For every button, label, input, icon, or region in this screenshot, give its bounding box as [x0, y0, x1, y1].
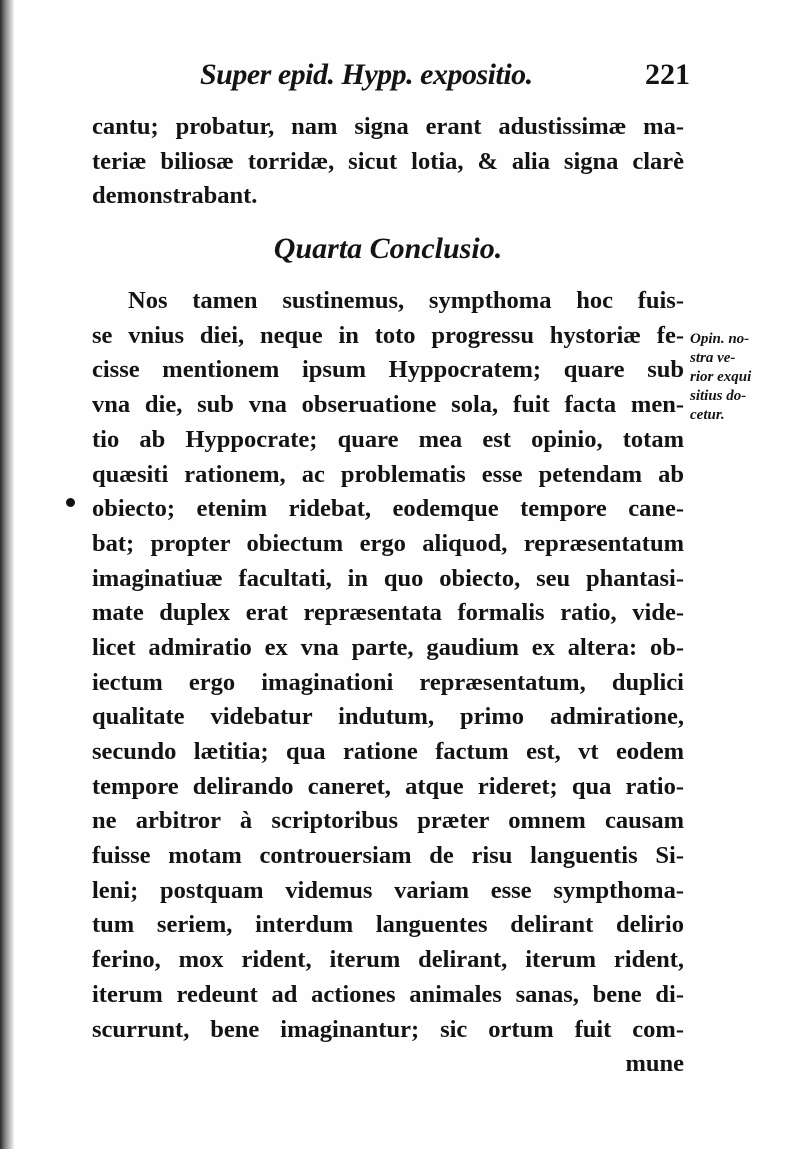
text-line: secundo lætitia; qua ratione factum est, vt eodem: [92, 738, 684, 765]
marginal-note: [690, 330, 790, 425]
text-line: scurrunt, bene imaginantur; sic ortum fuit com-: [92, 1015, 684, 1043]
body-text: [92, 110, 684, 1082]
text-line: bat; propter obiectum ergo aliquod, repræsentatum: [92, 529, 684, 557]
text-line: iectum ergo imaginationi repræsentatum, duplici: [92, 668, 684, 696]
text-line: mate duplex erat repræsentata formalis ratio, vide-: [92, 599, 684, 627]
text-line: se vnius diei, neque in toto progressu hystoriæ fe-: [92, 321, 684, 349]
running-title: Super epid. Hypp. expositio.: [200, 58, 533, 91]
text-line: tum seriem, interdum languentes delirant delirio: [92, 911, 684, 939]
text-line: fuisse motam controuersiam de risu languentis Si-: [92, 842, 684, 870]
text-line: demonstrabant.: [92, 182, 258, 210]
marginal-note-line: Opin. no-: [690, 331, 750, 347]
marginal-note-line: cetur.: [690, 407, 725, 423]
page-header: [200, 58, 690, 98]
text-line: qualitate videbatur indutum, primo admiratione,: [92, 703, 684, 731]
ink-mark: [66, 498, 75, 507]
marginal-note-line: stra ve-: [690, 350, 736, 366]
text-line: teriæ biliosæ torridæ, sicut lotia, & alia signa clarè: [92, 147, 684, 175]
text-line: tempore delirando caneret, atque rideret; qua ratio-: [92, 772, 684, 800]
section-heading: Quarta Conclusio.: [273, 232, 503, 266]
text-line: obiecto; etenim ridebat, eodemque tempore cane-: [92, 495, 684, 523]
text-line: ferino, mox rident, iterum delirant, iterum rident,: [92, 946, 684, 974]
text-line: ne arbitror à scriptoribus præter omnem causam: [92, 807, 684, 835]
text-line: vna die, sub vna obseruatione sola, fuit facta men-: [92, 391, 684, 419]
text-line: cantu; probatur, nam signa erant adustissimæ ma-: [92, 113, 684, 140]
text-line: leni; postquam videmus variam esse sympthoma-: [92, 876, 684, 904]
text-line: imaginatiuæ facultati, in quo obiecto, seu phantasi-: [92, 564, 684, 592]
page-number: 221: [645, 58, 690, 91]
text-line: tio ab Hyppocrate; quare mea est opinio, totam: [92, 425, 684, 453]
marginal-note-line: rior exqui: [690, 369, 752, 385]
catchword: mune: [625, 1050, 684, 1078]
text-line: iterum redeunt ad actiones animales sanas, bene di-: [92, 980, 684, 1008]
text-line: Nos tamen sustinemus, sympthoma hoc fuis-: [128, 287, 684, 315]
text-line: cisse mentionem ipsum Hyppocratem; quare sub: [92, 356, 684, 384]
text-line: licet admiratio ex vna parte, gaudium ex altera: ob-: [92, 633, 684, 661]
marginal-note-line: sitius do-: [690, 388, 747, 404]
page-gutter-shadow: [0, 0, 14, 1149]
text-line: quæsiti rationem, ac problematis esse petendam ab: [92, 460, 684, 488]
